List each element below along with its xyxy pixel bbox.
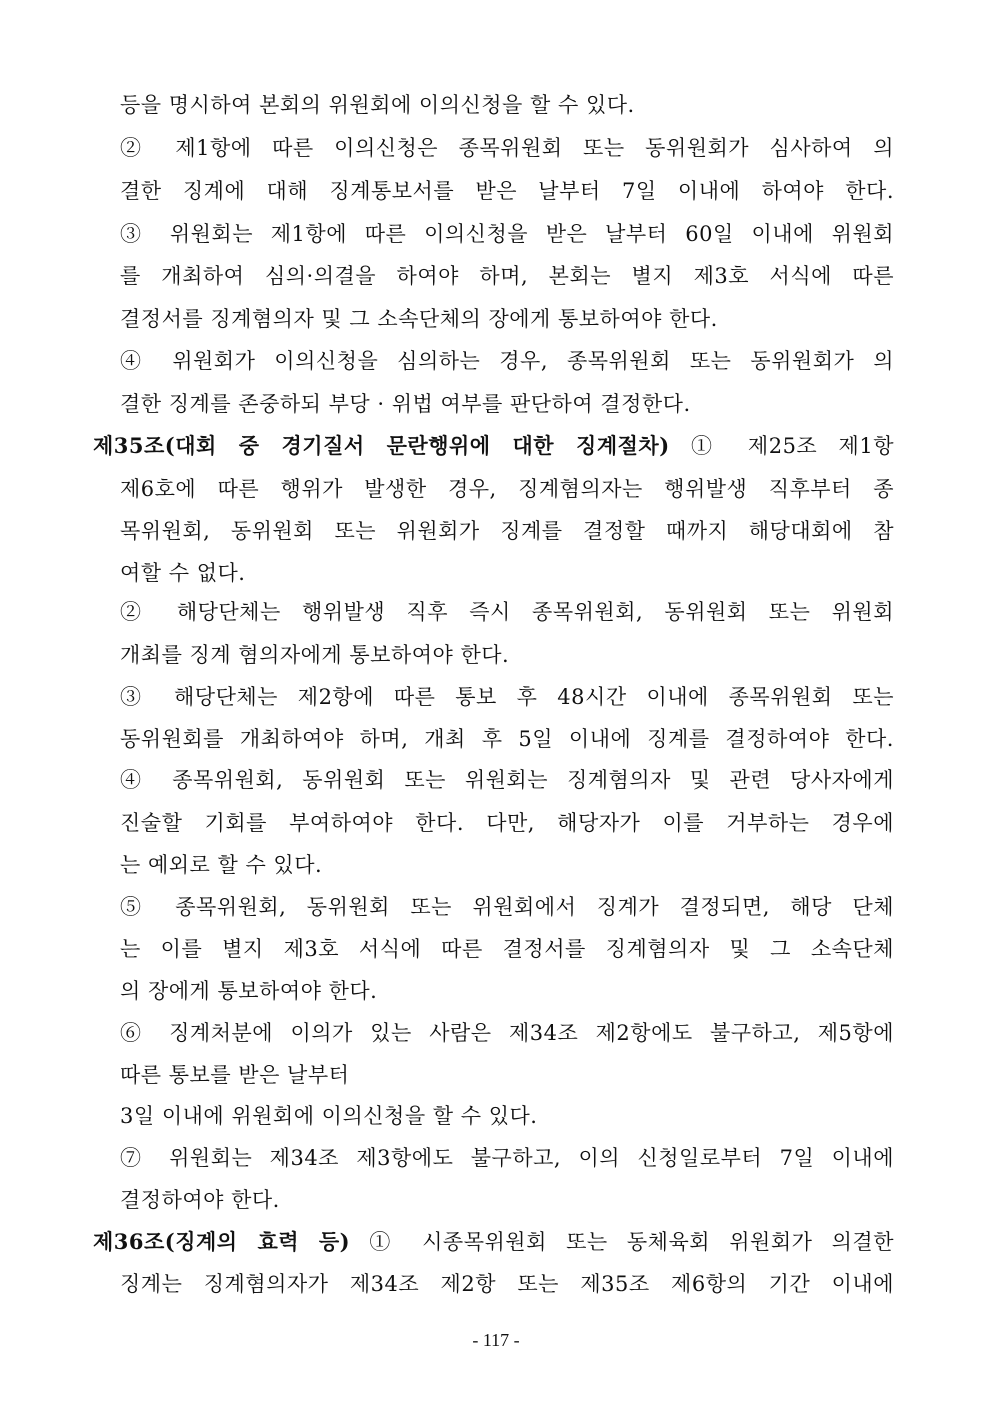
text-line: 따른 통보를 받은 날부터 [120,1063,350,1087]
text-line: 여할 수 없다. [120,561,246,585]
text-line: ⑥ 징계처분에 이의가 있는 사람은 제34조 제2항에도 불구하고, 제5항에 [120,1021,894,1045]
text-line: ③ 해당단체는 제2항에 따른 통보 후 48시간 이내에 종목위원회 또는 [120,685,894,709]
article-36-heading: 제36조(징계의 효력 등) [93,1229,351,1254]
text-line: 는 예외로 할 수 있다. [120,853,323,877]
text-line: 의 장에게 통보하여야 한다. [120,979,378,1003]
text-line: 등을 명시하여 본회의 위원회에 이의신청을 할 수 있다. [120,93,635,117]
text-line: 는 이를 별지 제3호 서식에 따른 결정서를 징계혐의자 및 그 소속단체 [120,937,894,961]
text-line: 결정서를 징계혐의자 및 그 소속단체의 장에게 통보하여야 한다. [120,307,718,331]
text-line: ⑦ 위원회는 제34조 제3항에도 불구하고, 이의 신청일로부터 7일 이내에 [120,1146,894,1170]
article-36-first-text: ① 시종목위원회 또는 동체육회 위원회가 의결한 [350,1230,894,1254]
text-line: 3일 이내에 위원회에 이의신청을 할 수 있다. [120,1104,538,1128]
text-line: 결한 징계를 존중하되 부당 · 위법 여부를 판단하여 결정한다. [120,392,691,416]
text-line: ③ 위원회는 제1항에 따른 이의신청을 받은 날부터 60일 이내에 위원회 [120,222,894,246]
text-line: 개최를 징계 혐의자에게 통보하여야 한다. [120,643,510,667]
article-35-first-text: ① 제25조 제1항 [669,434,894,458]
text-line: 진술할 기회를 부여하여야 한다. 다만, 해당자가 이를 거부하는 경우에 [120,811,894,835]
text-line: ② 해당단체는 행위발생 직후 즉시 종목위원회, 동위원회 또는 위원회 [120,600,894,624]
article-35-heading: 제35조(대회 중 경기질서 문란행위에 대한 징계절차) [93,433,670,458]
page-number: - 117 - [472,1330,520,1350]
text-line: ② 제1항에 따른 이의신청은 종목위원회 또는 동위원회가 심사하여 의 [120,136,894,160]
text-line: 를 개최하여 심의·의결을 하여야 하며, 본회는 별지 제3호 서식에 따른 [120,264,894,288]
text-line: 제6호에 따른 행위가 발생한 경우, 징계혐의자는 행위발생 직후부터 종 [120,477,894,501]
text-line: ④ 위원회가 이의신청을 심의하는 경우, 종목위원회 또는 동위원회가 의 [120,349,894,373]
article-36-first-line [93,1227,894,1257]
article-35-first-line [93,431,894,461]
text-line: 목위원회, 동위원회 또는 위원회가 징계를 결정할 때까지 해당대회에 참 [120,519,894,543]
text-line: 결한 징계에 대해 징계통보서를 받은 날부터 7일 이내에 하여야 한다. [120,179,894,203]
text-line: 결정하여야 한다. [120,1188,280,1212]
text-line: 징계는 징계혐의자가 제34조 제2항 또는 제35조 제6항의 기간 이내에 [120,1272,894,1296]
text-line: 동위원회를 개최하여야 하며, 개최 후 5일 이내에 징계를 결정하여야 한다. [120,727,894,751]
text-line: ④ 종목위원회, 동위원회 또는 위원회는 징계혐의자 및 관련 당사자에게 [120,768,894,792]
text-line: ⑤ 종목위원회, 동위원회 또는 위원회에서 징계가 결정되면, 해당 단체 [120,895,894,919]
